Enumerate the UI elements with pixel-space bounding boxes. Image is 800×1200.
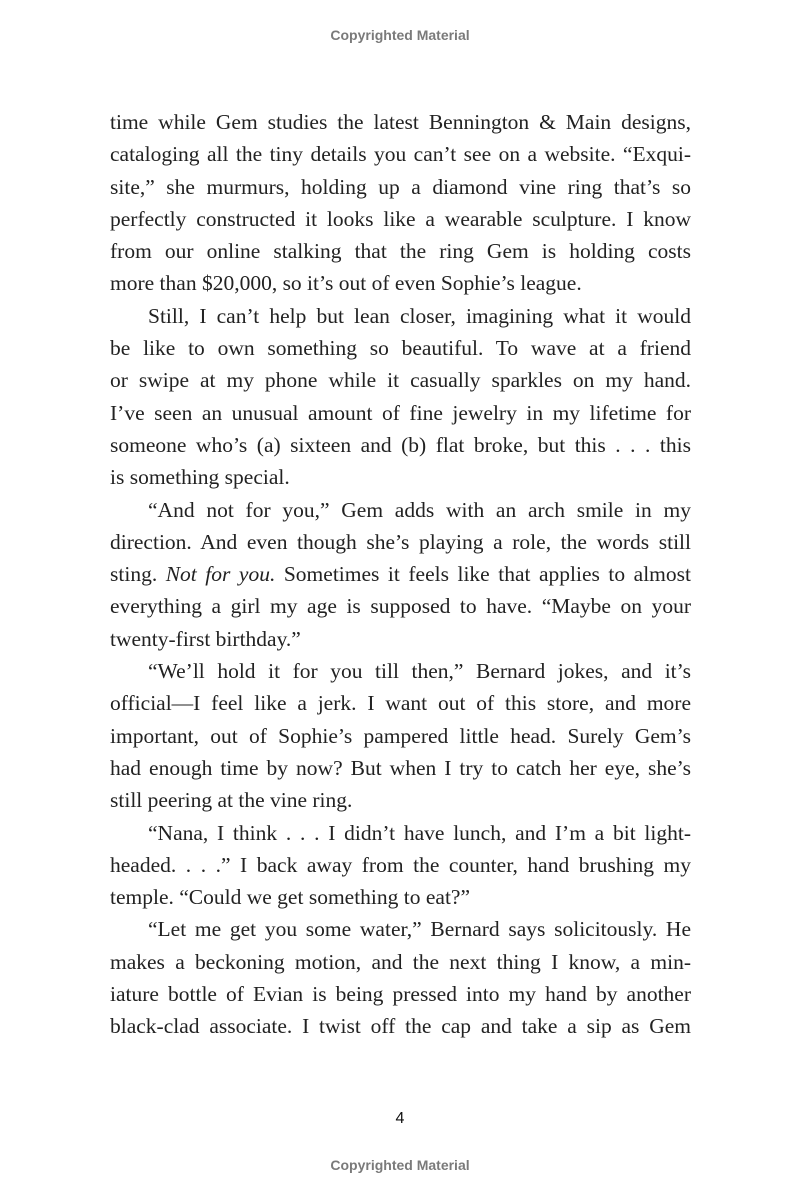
text-segment: temple. “Could we get something to eat?” xyxy=(110,885,471,910)
text-segment: cataloging all the tiny details you can’t see on a website. “Exqui- xyxy=(110,142,691,167)
text-segment: official—I feel like a jerk. I want out of this store, and more xyxy=(110,691,691,716)
text-segment: time while Gem studies the latest Bennington & Main designs, xyxy=(110,110,691,134)
text-segment: Still, I can’t help but lean closer, imagining what it would xyxy=(148,303,691,328)
text-segment: from our online stalking that the ring Gem is holding costs xyxy=(110,239,691,264)
text-line xyxy=(110,752,691,784)
text-line xyxy=(110,364,691,396)
text-line xyxy=(110,235,691,267)
text-line xyxy=(110,558,691,590)
text-line xyxy=(110,429,691,461)
text-segment: someone who’s (a) sixteen and (b) flat broke, but this . . . this xyxy=(110,432,691,457)
text-line xyxy=(110,590,691,622)
text-line xyxy=(110,138,691,170)
text-line xyxy=(110,849,691,881)
copyright-watermark-top: Copyrighted Material xyxy=(330,27,470,43)
copyright-watermark-bottom: Copyrighted Material xyxy=(330,1157,470,1173)
text-line xyxy=(110,300,691,332)
text-segment: “And not for you,” Gem adds with an arch smile in my xyxy=(148,497,691,522)
text-segment: Sometimes it feels like that applies to almost xyxy=(275,562,691,587)
text-segment: important, out of Sophie’s pampered little head. Surely Gem’s xyxy=(110,723,691,748)
text-segment: “Nana, I think . . . I didn’t have lunch, and I’m a bit light- xyxy=(148,820,691,845)
text-line xyxy=(110,687,691,719)
text-segment: “Let me get you some water,” Bernard says solicitously. He xyxy=(148,917,691,942)
text-segment: twenty-first birthday.” xyxy=(110,626,301,651)
text-line xyxy=(110,784,691,816)
text-line xyxy=(110,817,691,849)
italic-text: Not for you. xyxy=(165,562,276,587)
text-line xyxy=(110,203,691,235)
text-segment: I’ve seen an unusual amount of fine jewelry in my lifetime for xyxy=(110,400,691,425)
text-line xyxy=(110,720,691,752)
text-line xyxy=(110,655,691,687)
body-text xyxy=(110,106,691,1043)
text-segment: more than $20,000, so it’s out of even Sophie’s league. xyxy=(110,271,582,296)
text-line xyxy=(110,526,691,558)
text-line xyxy=(110,881,691,913)
text-line xyxy=(110,494,691,526)
text-segment: headed. . . .” I back away from the counter, hand brushing my xyxy=(110,852,691,877)
text-segment: sting. xyxy=(110,562,166,587)
text-segment: be like to own something so beautiful. To wave at a friend xyxy=(110,336,691,361)
text-line xyxy=(110,332,691,364)
text-segment: site,” she murmurs, holding up a diamond vine ring that’s so xyxy=(110,174,691,199)
text-line xyxy=(110,397,691,429)
text-line xyxy=(110,106,691,138)
text-segment: black-clad associate. I twist off the cap and take a sip as Gem xyxy=(110,1014,691,1039)
text-segment: direction. And even though she’s playing a role, the words still xyxy=(110,529,691,554)
text-segment: makes a beckoning motion, and the next thing I know, a min- xyxy=(110,949,691,974)
text-segment: is something special. xyxy=(110,465,290,490)
text-line xyxy=(110,1010,691,1042)
text-segment: “We’ll hold it for you till then,” Bernard jokes, and it’s xyxy=(148,659,691,684)
text-line xyxy=(110,267,691,299)
text-line xyxy=(110,623,691,655)
text-line xyxy=(110,946,691,978)
text-line xyxy=(110,978,691,1010)
text-segment: still peering at the vine ring. xyxy=(110,788,353,813)
page-number: 4 xyxy=(395,1110,405,1127)
text-segment: perfectly constructed it looks like a wearable sculpture. I know xyxy=(110,206,691,231)
text-line xyxy=(110,171,691,203)
text-segment: everything a girl my age is supposed to have. “Maybe on your xyxy=(110,594,691,619)
text-line xyxy=(110,913,691,945)
text-line xyxy=(110,461,691,493)
text-segment: or swipe at my phone while it casually sparkles on my hand. xyxy=(110,368,691,393)
text-segment: had enough time by now? But when I try to catch her eye, she’s xyxy=(110,755,691,780)
text-segment: iature bottle of Evian is being pressed into my hand by another xyxy=(110,982,691,1007)
